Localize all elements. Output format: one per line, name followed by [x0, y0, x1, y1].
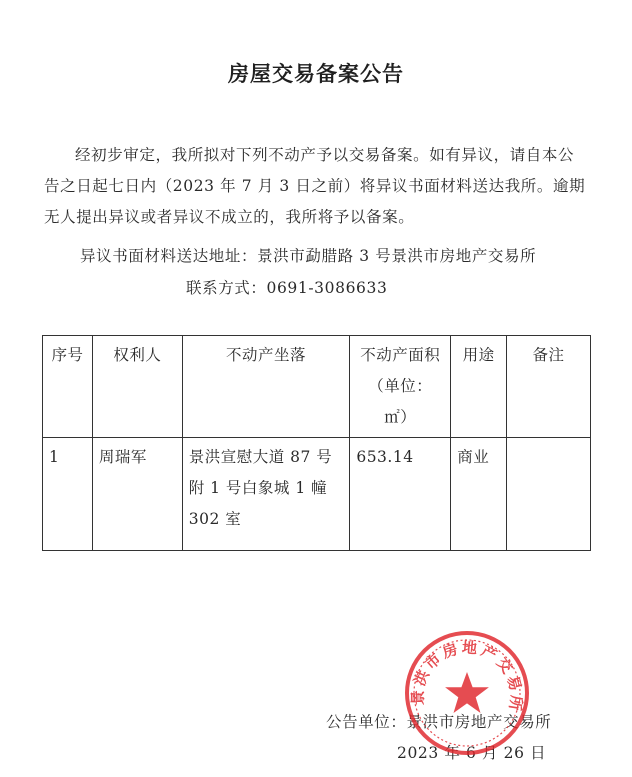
official-seal	[402, 628, 532, 758]
cell-area: 653.14	[350, 438, 451, 551]
header-remark: 备注	[507, 336, 591, 438]
address-line: 异议书面材料送达地址：景洪市勐腊路 3 号景洪市房地产交易所	[80, 247, 537, 265]
cell-location: 景洪宣慰大道 87 号附 1 号白象城 1 幢 302 室	[182, 438, 350, 551]
seal-text: 景洪市房地产交易所	[408, 638, 526, 715]
cell-no: 1	[43, 438, 93, 551]
header-area: 不动产面积（单位：㎡）	[350, 336, 451, 438]
table-row	[43, 438, 591, 551]
header-location: 不动产坐落	[182, 336, 350, 438]
header-owner: 权利人	[92, 336, 182, 438]
issuing-unit: 公告单位：景洪市房地产交易所	[326, 713, 552, 731]
notice-paragraph: 经初步审定，我所拟对下列不动产予以交易备案。如有异议，请自本公告之日起七日内（2023 年 7 月 3 日之前）将异议书面材料送达我所。逾期无人提出异议或者异议不成立的，我所将予以备案。	[44, 146, 586, 226]
header-use: 用途	[451, 336, 507, 438]
header-no: 序号	[43, 336, 93, 438]
property-table	[42, 335, 591, 551]
page-title: 房屋交易备案公告	[228, 61, 404, 86]
cell-use: 商业	[451, 438, 507, 551]
contact-line: 联系方式：0691-3086633	[186, 279, 388, 297]
issue-date: 2023 年 6 月 26 日	[397, 744, 547, 762]
cell-owner: 周瑞军	[92, 438, 182, 551]
table-header-row	[43, 336, 591, 438]
star-icon	[445, 672, 489, 713]
cell-remark	[507, 438, 591, 551]
